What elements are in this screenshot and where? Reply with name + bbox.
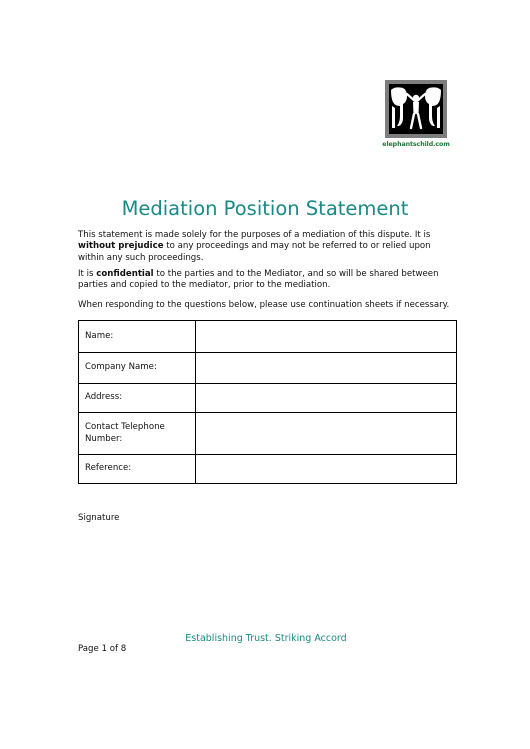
form-row-company <box>79 353 457 384</box>
confidential-paragraph <box>78 269 456 292</box>
name-label: Name: <box>79 321 196 353</box>
page-title: Mediation Position Statement <box>121 197 409 221</box>
para2-text: It is <box>78 269 97 279</box>
para1-emphasis: without prejudice <box>78 241 164 252</box>
contact-telephone-label: Contact Telephone Number: <box>79 413 196 455</box>
logo-emblem <box>385 80 447 138</box>
form-row-address <box>79 384 457 413</box>
contact-telephone-field[interactable] <box>196 413 457 455</box>
form-row-telephone <box>79 413 457 455</box>
form-row-name <box>79 321 457 353</box>
without-prejudice-paragraph <box>78 230 456 264</box>
address-label: Address: <box>79 384 196 413</box>
company-name-label: Company Name: <box>79 353 196 384</box>
elephantschild-logo <box>379 80 453 154</box>
form-row-reference <box>79 455 457 484</box>
para2-emphasis: confidential <box>96 269 154 279</box>
logo-caption: elephantschild.com <box>382 141 450 148</box>
details-form-table <box>78 320 457 484</box>
footer-tagline: Establishing Trust. Striking Accord <box>185 633 347 644</box>
signature-label: Signature <box>78 513 120 523</box>
reference-field[interactable] <box>196 455 457 484</box>
company-name-field[interactable] <box>196 353 457 384</box>
para1-text-end: to any proceedings and may not be referred to or relied upon within any such proceedings. <box>78 241 431 263</box>
name-field[interactable] <box>196 321 457 353</box>
reference-label: Reference: <box>79 455 196 484</box>
page-number: Page 1 of 8 <box>78 644 127 654</box>
para2-text-end: to the parties and to the Mediator, and so will be shared between parties and copied to the mediator, prior to the mediation. <box>78 269 439 291</box>
instructions-paragraph: When responding to the questions below, please use continuation sheets if necessary. <box>78 300 450 310</box>
elephants-child-icon <box>389 84 443 134</box>
para1-text: This statement is made solely for the purposes of a mediation of this dispute. It is <box>78 230 431 240</box>
address-field[interactable] <box>196 384 457 413</box>
